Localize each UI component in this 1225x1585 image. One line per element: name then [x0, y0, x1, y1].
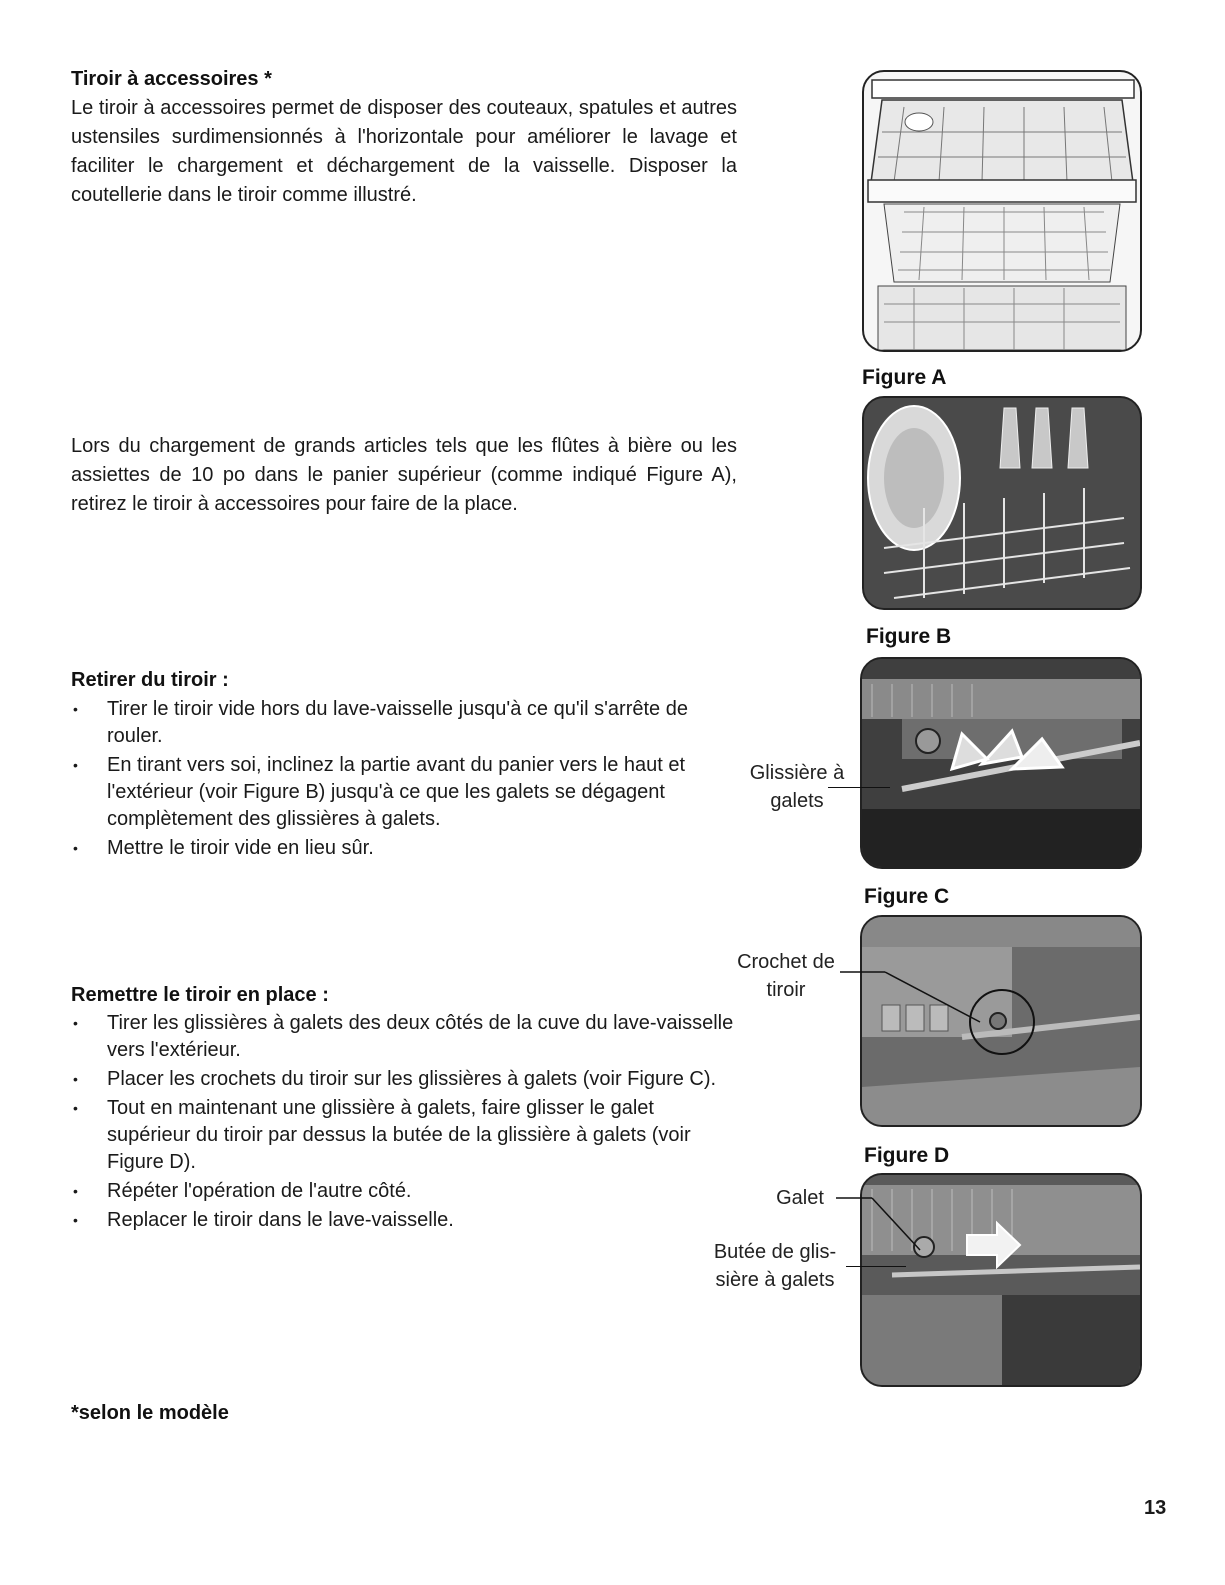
figure-c-caption: Figure C [864, 885, 950, 908]
callout-text: Glissière à [749, 762, 845, 784]
roller-rail-photo [862, 659, 1140, 867]
leader-line [836, 1188, 926, 1258]
list-item: • Tirer les glissières à galets des deux côtés de la cuve du lave-vaisselle vers l'extérieur. [71, 1010, 737, 1064]
list-item: • En tirant vers soi, inclinez la partie avant du panier vers le haut et l'extérieur (voir Figure B) jusqu'à ce que les galets se dégagent complètement des glissières à galets. [71, 752, 737, 833]
figure-a-image [862, 70, 1142, 352]
list-item: • Répéter l'opération de l'autre côté. [71, 1178, 737, 1205]
heading-tiroir-accessoires: Tiroir à accessoires * [71, 68, 272, 90]
callout-text: Butée de glis- [713, 1241, 837, 1263]
callout-butee-glissiere [706, 1238, 844, 1294]
footnote: *selon le modèle [71, 1402, 229, 1424]
paragraph-grands-articles: Lors du chargement de grands articles tels que les flûtes à bière ou les assiettes de 10 po dans le panier supérieur (comme indiqué Figure A), retirez le tiroir à accessoires pour faire de la place. [71, 435, 737, 515]
list-item: • Tirer le tiroir vide hors du lave-vaisselle jusqu'à ce qu'il s'arrête de rouler. [71, 696, 737, 750]
figure-b-image [862, 396, 1142, 610]
paragraph-tiroir-accessoires: Le tiroir à accessoires permet de disposer des couteaux, spatules et autres ustensiles surdimensionnés à l'horizontale pour améliorer le lavage et faciliter le chargement et déchargement de la vaisselle. Disposer la coutellerie dans le tiroir comme illustré. [71, 97, 737, 206]
leader-line [846, 1266, 906, 1267]
figure-b-caption: Figure B [866, 625, 952, 648]
figure-c-image [860, 657, 1142, 869]
leader-line [828, 787, 890, 788]
heading-retirer-tiroir: Retirer du tiroir : [71, 669, 229, 691]
heading-remettre-tiroir: Remettre le tiroir en place : [71, 984, 329, 1006]
list-item: • Replacer le tiroir dans le lave-vaisselle. [71, 1207, 737, 1234]
page-number: 13 [1144, 1497, 1167, 1519]
figure-d-caption: Figure D [864, 1144, 950, 1167]
callout-text: Crochet de [737, 951, 835, 973]
list-item: • Placer les crochets du tiroir sur les glissières à galets (voir Figure C). [71, 1066, 737, 1093]
figure-a-caption: Figure A [862, 366, 947, 389]
upper-rack-photo [864, 398, 1140, 608]
list-retirer-steps [71, 696, 737, 864]
callout-text: sière à galets [715, 1269, 835, 1291]
callout-crochet-tiroir [730, 948, 842, 1004]
dishwasher-drawer-illustration [864, 72, 1140, 350]
list-remettre-steps [71, 1010, 737, 1236]
callout-text: tiroir [766, 979, 806, 1001]
list-item: • Tout en maintenant une glissière à galets, faire glisser le galet supérieur du tiroir par dessus la butée de la glissière à galets (voir Figure D). [71, 1095, 737, 1176]
list-item: • Mettre le tiroir vide en lieu sûr. [71, 835, 737, 862]
leader-line [840, 970, 990, 1030]
callout-text: galets [770, 790, 824, 812]
callout-galet: Galet [776, 1187, 824, 1209]
